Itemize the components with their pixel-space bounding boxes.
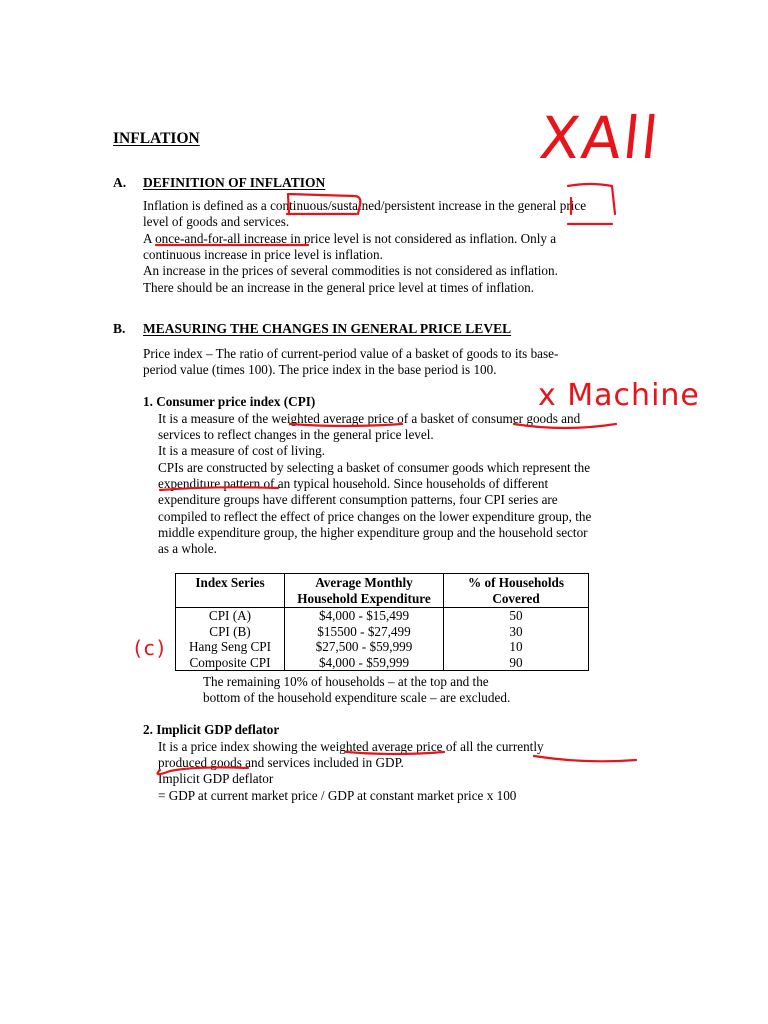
table-row bbox=[176, 639, 589, 655]
ink-underline-currently bbox=[534, 756, 636, 761]
gdp-line: produced goods and services included in GDP. bbox=[158, 755, 404, 770]
gdp-line: It is a price index showing the weighted average price of all the currently bbox=[158, 739, 544, 754]
table-header-cell bbox=[444, 574, 589, 608]
cpi-table bbox=[175, 573, 589, 671]
table-cell: $27,500 - $59,999 bbox=[285, 639, 444, 655]
table-note: bottom of the household expenditure scale – are excluded. bbox=[203, 690, 511, 705]
table-header-row bbox=[176, 574, 589, 608]
table-cell: Hang Seng CPI bbox=[176, 639, 285, 655]
section-b-heading: MEASURING THE CHANGES IN GENERAL PRICE LEVEL bbox=[143, 321, 512, 336]
cpi-line: CPIs are constructed by selecting a basket of consumer goods which represent the bbox=[158, 460, 591, 475]
handwritten-xall: XAll bbox=[536, 104, 664, 172]
table-header-text: Average Monthly bbox=[315, 575, 413, 590]
section-a-line: A once-and-for-all increase in price level is not considered as inflation. Only a bbox=[143, 231, 557, 246]
table-cell: CPI (A) bbox=[176, 608, 285, 624]
table-cell: $4,000 - $59,999 bbox=[285, 655, 444, 671]
cpi-line: middle expenditure group, the higher expenditure group and the household sector bbox=[158, 525, 588, 540]
handwritten-c-mark: (c) bbox=[134, 636, 167, 660]
table-row bbox=[176, 608, 589, 624]
table-cell: $4,000 - $15,499 bbox=[285, 608, 444, 624]
price-index-line: period value (times 100). The price index in the base period is 100. bbox=[143, 362, 497, 377]
cpi-line: expenditure groups have different consumption patterns, four CPI series are bbox=[158, 492, 558, 507]
table-cell: $15500 - $27,499 bbox=[285, 624, 444, 640]
table-cell: 30 bbox=[444, 624, 589, 640]
table-row bbox=[176, 624, 589, 640]
page-title: INFLATION bbox=[113, 130, 200, 147]
table-note: The remaining 10% of households – at the top and the bbox=[203, 674, 489, 689]
section-a-heading: DEFINITION OF INFLATION bbox=[143, 175, 326, 190]
cpi-line: as a whole. bbox=[158, 541, 217, 556]
section-a-line: continuous increase in price level is inflation. bbox=[143, 247, 383, 262]
section-a-line: Inflation is defined as a continuous/sustained/persistent increase in the general price bbox=[143, 198, 587, 213]
price-index-line: Price index – The ratio of current-period value of a basket of goods to its base- bbox=[143, 346, 559, 361]
table-header-text: Index Series bbox=[195, 575, 265, 590]
table-header-text: % of Households bbox=[468, 575, 564, 590]
cpi-heading: 1. Consumer price index (CPI) bbox=[143, 394, 316, 409]
table-header-cell bbox=[285, 574, 444, 608]
cpi-line: compiled to reflect the effect of price changes on the lower expenditure group, the bbox=[158, 509, 592, 524]
table-cell: 50 bbox=[444, 608, 589, 624]
table-header-cell bbox=[176, 574, 285, 608]
cpi-line: It is a measure of the weighted average price of a basket of consumer goods and bbox=[158, 411, 581, 426]
cpi-line: services to reflect changes in the general price level. bbox=[158, 427, 434, 442]
section-a-marker: A. bbox=[113, 175, 127, 190]
table-cell: CPI (B) bbox=[176, 624, 285, 640]
table-header-text: Household Expenditure bbox=[297, 590, 431, 606]
gdp-formula: = GDP at current market price / GDP at constant market price x 100 bbox=[158, 788, 517, 803]
table-cell: 10 bbox=[444, 639, 589, 655]
section-a-line: There should be an increase in the general price level at times of inflation. bbox=[143, 280, 535, 295]
gdp-line: Implicit GDP deflator bbox=[158, 771, 274, 786]
section-b-marker: B. bbox=[113, 321, 126, 336]
table-cell: Composite CPI bbox=[176, 655, 285, 671]
gdp-heading: 2. Implicit GDP deflator bbox=[143, 722, 280, 737]
handwritten-machine: x Machine bbox=[538, 378, 700, 413]
table-cell: 90 bbox=[444, 655, 589, 671]
table-row bbox=[176, 655, 589, 671]
section-a-line: level of goods and services. bbox=[143, 214, 290, 229]
cpi-line: expenditure pattern of an typical household. Since households of different bbox=[158, 476, 549, 491]
cpi-line: It is a measure of cost of living. bbox=[158, 443, 326, 458]
section-a-line: An increase in the prices of several commodities is not considered as inflation. bbox=[143, 263, 558, 278]
table-header-text: Covered bbox=[492, 590, 540, 606]
